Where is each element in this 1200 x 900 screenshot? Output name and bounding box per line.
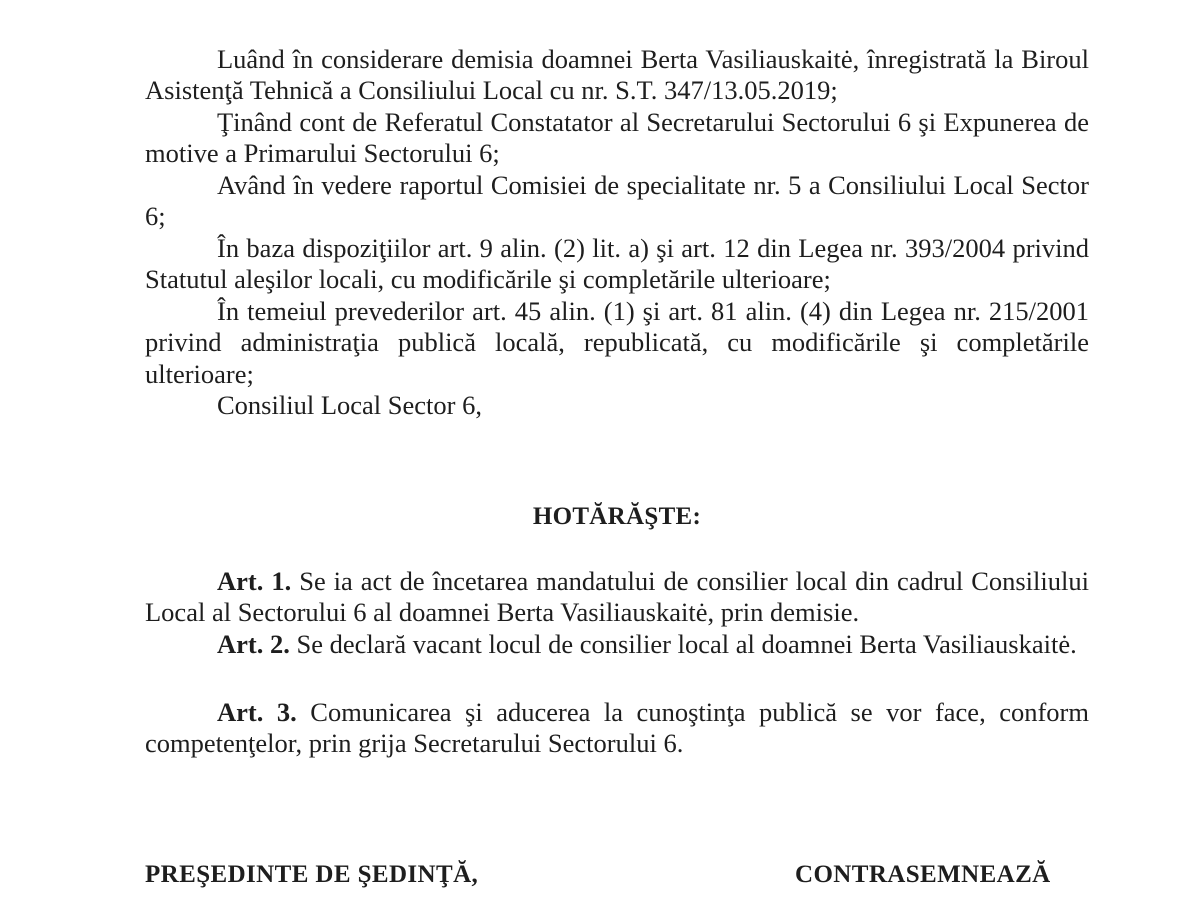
article-2-text: Se declară vacant locul de consilier local al doamnei Berta Vasiliauskaitė. [296, 629, 1077, 659]
article-2-label: Art. 2. [217, 629, 297, 659]
article-3-label: Art. 3. [217, 697, 311, 727]
preamble-paragraph-3: Având în vedere raportul Comisiei de specialitate nr. 5 a Consiliului Local Sector 6; [145, 170, 1089, 232]
preamble-paragraph-5: În temeiul prevederilor art. 45 alin. (1) şi art. 81 alin. (4) din Legea nr. 215/2001 privind administraţia publică locală, republicată, cu modificările şi completările ulterioare; [145, 296, 1089, 389]
article-1-text: Se ia act de încetarea mandatului de consilier local din cadrul Consiliului Local al Sectorului 6 al doamnei Berta Vasiliauskaitė, prin demisie. [145, 566, 1089, 628]
article-2 [145, 629, 1089, 660]
article-3-text: Comunicarea şi aducerea la cunoştinţa publică se vor face, conform competenţelor, prin grija Secretarului Sectorului 6. [145, 697, 1089, 759]
preamble-paragraph-1: Luând în considerare demisia doamnei Berta Vasiliauskaitė, înregistrată la Biroul Asistenţă Tehnică a Consiliului Local cu nr. S.T. 347/13.05.2019; [145, 44, 1089, 106]
article-3 [145, 697, 1089, 760]
signature-right-title: CONTRASEMNEAZĂ [795, 861, 1051, 888]
preamble-paragraph-2: Ţinând cont de Referatul Constatator al Secretarului Sectorului 6 şi Expunerea de motive a Primarului Sectorului 6; [145, 107, 1089, 169]
signature-left-title: PREŞEDINTE DE ŞEDINŢĂ, [145, 861, 479, 888]
article-1 [145, 566, 1089, 629]
article-1-label: Art. 1. [217, 566, 300, 596]
decision-title: HOTĂRĂŞTE: [532, 503, 702, 530]
preamble-paragraph-4: În baza dispoziţiilor art. 9 alin. (2) lit. a) şi art. 12 din Legea nr. 393/2004 privind Statutul aleşilor locali, cu modificările şi completările ulterioare; [145, 233, 1089, 295]
preamble-paragraph-6: Consiliul Local Sector 6, [217, 390, 482, 420]
